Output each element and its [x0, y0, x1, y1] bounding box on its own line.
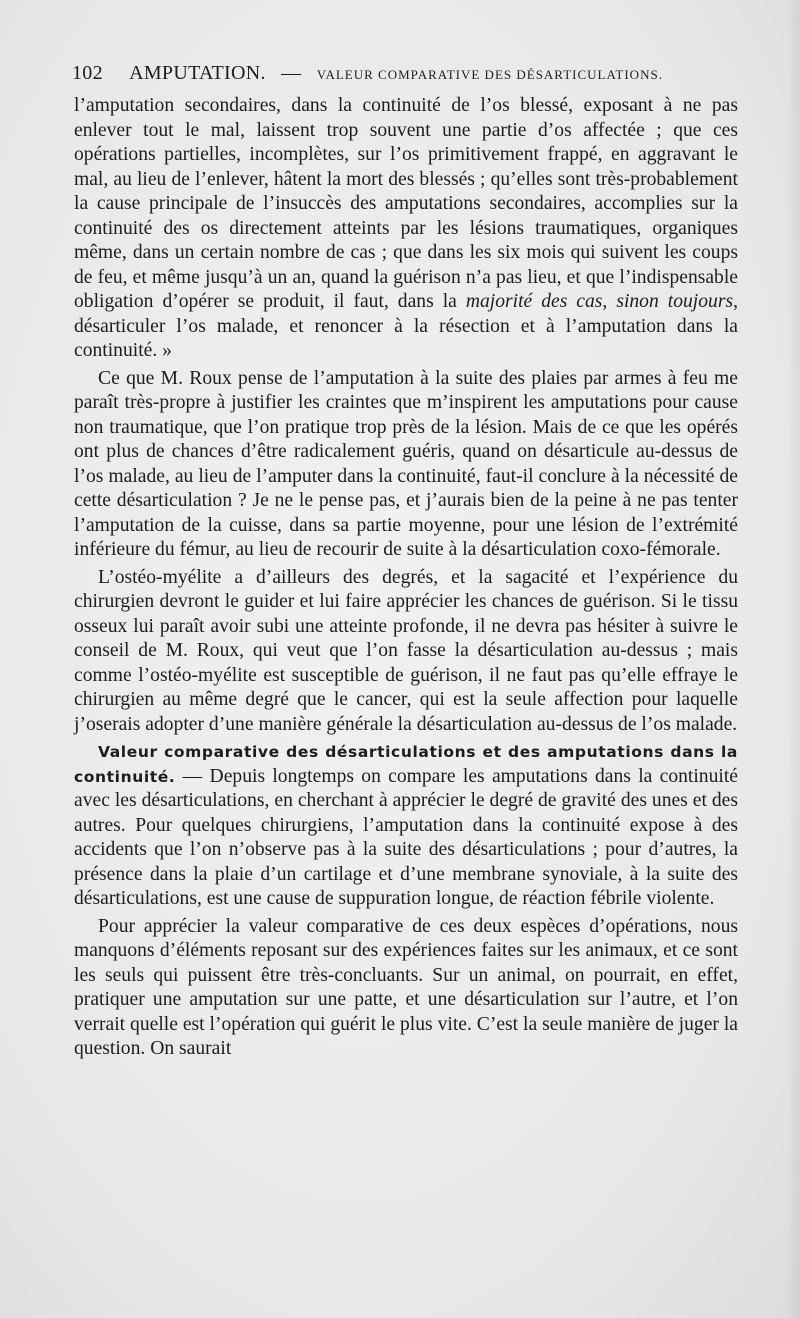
page-edge-shadow	[786, 0, 800, 1318]
paragraph-4-text: — Depuis longtemps on compare les amputations dans la continuité avec les désarticulations, en cherchant à apprécier le degré de gravité des unes et des autres. Pour quelques chirurgiens, l’amputation dans la continuité expose à des accidents que l’on n’observe pas à la suite des désarticulations ; pour d’autres, la présence dans la plaie d’un cartilage et d’une membrane synoviale, à la suite des désarticulations, est une cause de suppuration longue, de réaction fébrile violente.	[74, 765, 738, 909]
header-title: AMPUTATION.	[129, 62, 266, 84]
paragraph-3: L’ostéo-myélite a d’ailleurs des degrés, et la sagacité et l’expérience du chirurgien devront le guider et lui faire apprécier les chances de guérison. Si le tissu osseux lui paraît avoir subi une atteinte profonde, il ne devra pas hésiter à suivre le conseil de M. Roux, qui veut que l’on fasse la désarticulation au-dessus ; mais comme l’ostéo-myélite est susceptible de guérison, il ne faut pas qu’elle effraye le chirurgien au même degré que le cancer, qui est la seule affection pour laquelle j’oserais adopter d’une manière générale la désarticulation au-dessus de l’os malade.	[74, 566, 738, 735]
paragraph-1	[74, 94, 738, 364]
paragraph-1-text-a: l’amputation secondaires, dans la continuité de l’os blessé, exposant à ne pas enlever tout le mal, laissent trop souvent une partie d’os affectée ; que ces opérations partielles, incomplètes, sur l’os primitivement frappé, en aggravant le mal, au lieu de l’enlever, hâtent la mort des blessés ; qu’elles sont très-probablement la cause principale de l’insuccès des amputations secondaires, accomplies sur la continuité des os directement atteints par les lésions traumatiques, organiques même, dans un certain nombre de cas ; que dans les six mois qui suivent les coups de feu, et même jusqu’à un an, quand la guérison n’a pas lieu, et que l’indispensable obligation d’opérer se produit, il faut, dans la	[74, 95, 738, 312]
section-heading-runin: Valeur comparative des désarticulations et des amputations dans la continuité.	[74, 743, 738, 786]
paragraph-5: Pour apprécier la valeur comparative de ces deux espèces d’opérations, nous manquons d’éléments reposant sur des expériences faites sur les animaux, et ce sont les seuls qui puissent être très-concluants. Sur un animal, on pourrait, en effet, pratiquer une amputation sur une patte, et une désarticulation sur l’autre, et l’on verrait quelle est l’opération qui guérit le plus vite. C’est la seule manière de juger la question. On saurait	[74, 915, 738, 1059]
page-number: 102	[72, 62, 103, 84]
paragraph-1-text-b: , désarticuler l’os malade, et renoncer à la résection et à l’amputation dans la continuité. »	[74, 291, 738, 361]
running-header	[72, 62, 772, 85]
paragraph-1-emphasis: majorité des cas, sinon toujours	[465, 291, 734, 312]
header-separator: —	[281, 62, 302, 84]
body-text	[74, 94, 738, 1062]
paragraph-4	[74, 740, 738, 912]
header-subtitle: VALEUR COMPARATIVE DES DÉSARTICULATIONS.	[316, 67, 663, 82]
paragraph-2: Ce que M. Roux pense de l’amputation à la suite des plaies par armes à feu me paraît très-propre à justifier les craintes que m’inspirent les amputations pour cause non traumatique, que l’on pratique trop près de la lésion. Mais de ce que les opérés ont plus de chances d’être radicalement guéris, quand on désarticule au-dessus de l’os malade, au lieu de l’amputer dans la continuité, faut-il conclure à la nécessité de cette désarticulation ? Je ne le pense pas, et j’aurais bien de la peine à ne pas tenter l’amputation de la cuisse, dans sa partie moyenne, pour une lésion de l’extrémité inférieure du fémur, au lieu de recourir de suite à la désarticulation coxo-fémorale.	[74, 367, 738, 560]
